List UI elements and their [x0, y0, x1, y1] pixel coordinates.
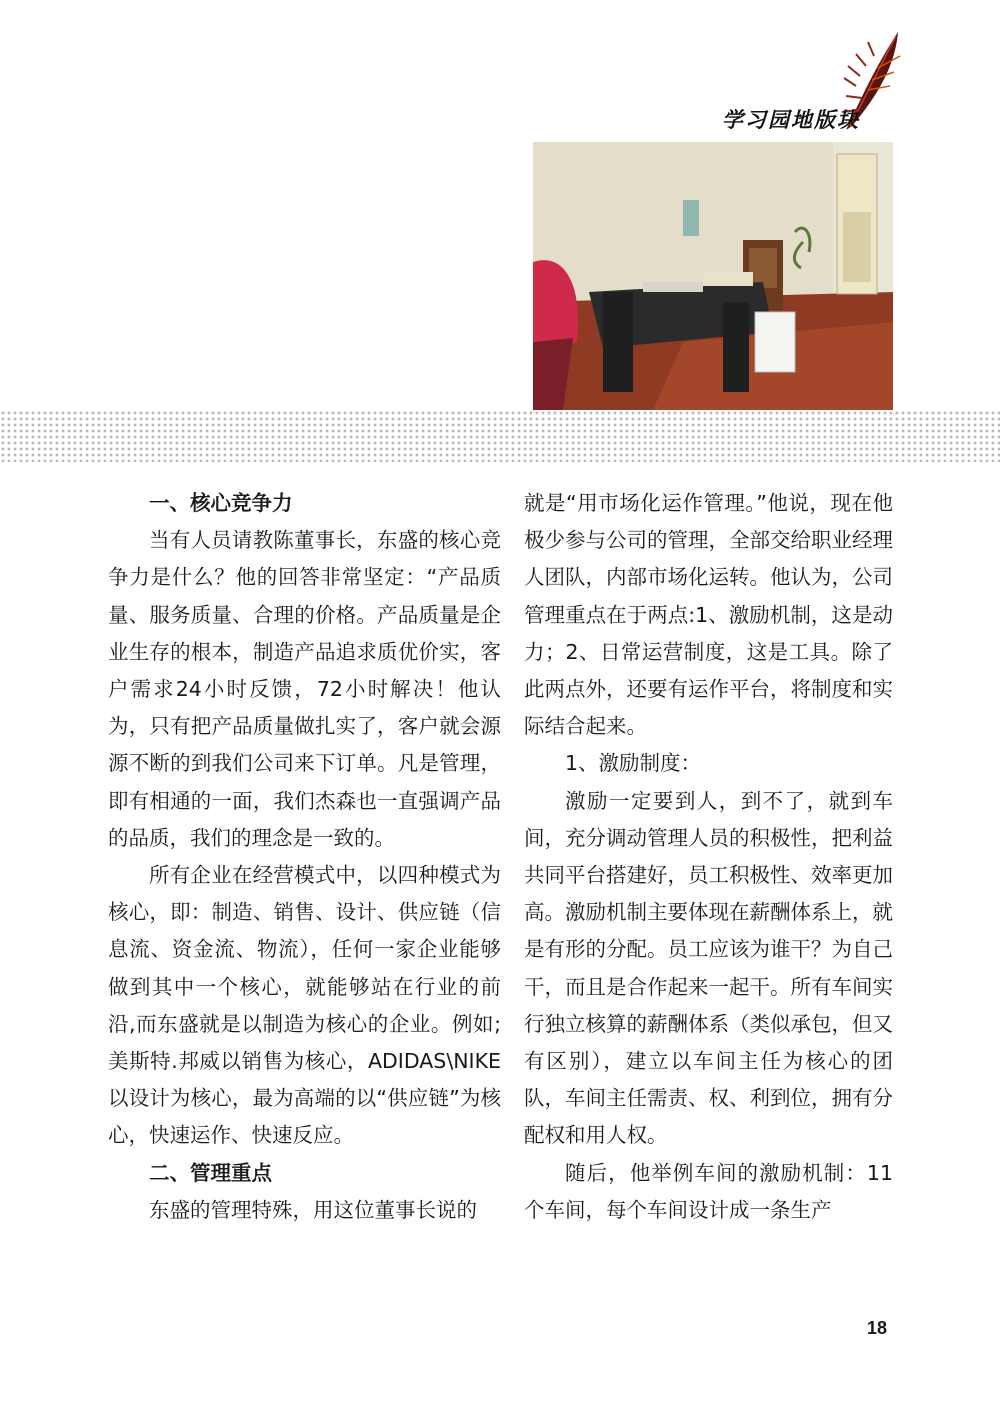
paragraph: 所有企业在经营模式中，以四种模式为核心，即：制造、销售、设计、供应链（信息流、资金流、物流），任何一家企业能够做到其中一个核心，就能够站在行业的前沿,而东盛就是以制造为核心的企业。例如;美斯特.邦威以销售为核心，ADIDAS\NIKE以设计为核心，最为高端的以“供应链”为核心，快速运作、快速反应。	[108, 863, 501, 1148]
paragraph: 就是“用市场化运作管理。”他说，现在他极少参与公司的管理，全部交给职业经理人团队，内部市场化运转。他认为，公司管理重点在于两点:1、激励机制，这是动力；2、日常运营制度，这是工具。除了此两点外，还要有运作平台，将制度和实际结合起来。	[524, 491, 893, 739]
section-heading-management-focus: 二、管理重点	[149, 1160, 272, 1185]
left-column	[108, 485, 501, 1229]
paragraph: 随后，他举例车间的激励机制：11个车间，每个车间设计成一条生产	[524, 1160, 893, 1222]
section-heading-core-competence: 一、核心竞争力	[149, 491, 293, 515]
office-photo	[533, 142, 893, 410]
page-number: 18	[867, 1318, 888, 1338]
paragraph: 当有人员请教陈董事长，东盛的核心竞争力是什么？他的回答非常坚定：“产品质量、服务质量、合理的价格。产品质量是企业生存的根本，制造产品追求质优价实，客户需求24小时反馈，72小时解决！他认为，只有把产品质量做扎实了，客户就会源源不断的到我们公司来下订单。凡是管理，即有相通的一面，我们杰森也一直强调产品的品质，我们的理念是一致的。	[108, 528, 501, 850]
dot-pattern-divider	[0, 410, 1000, 462]
right-column	[524, 485, 893, 1229]
paragraph: 东盛的管理特殊，用这位董事长说的	[149, 1197, 477, 1222]
paragraph: 激励一定要到人，到不了，就到车间，充分调动管理人员的积极性，把利益共同平台搭建好，员工积极性、效率更加高。激励机制主要体现在薪酬体系上，就是有形的分配。员工应该为谁干？为自己干，而且是合作起来一起干。所有车间实行独立核算的薪酬体系（类似承包，但又有区别），建立以车间主任为核心的团队，车间主任需责、权、利到位，拥有分配权和用人权。	[524, 788, 893, 1148]
section-title: 学习园地版块	[722, 107, 860, 132]
subheading-incentive-system: 1、激励制度：	[565, 751, 702, 776]
